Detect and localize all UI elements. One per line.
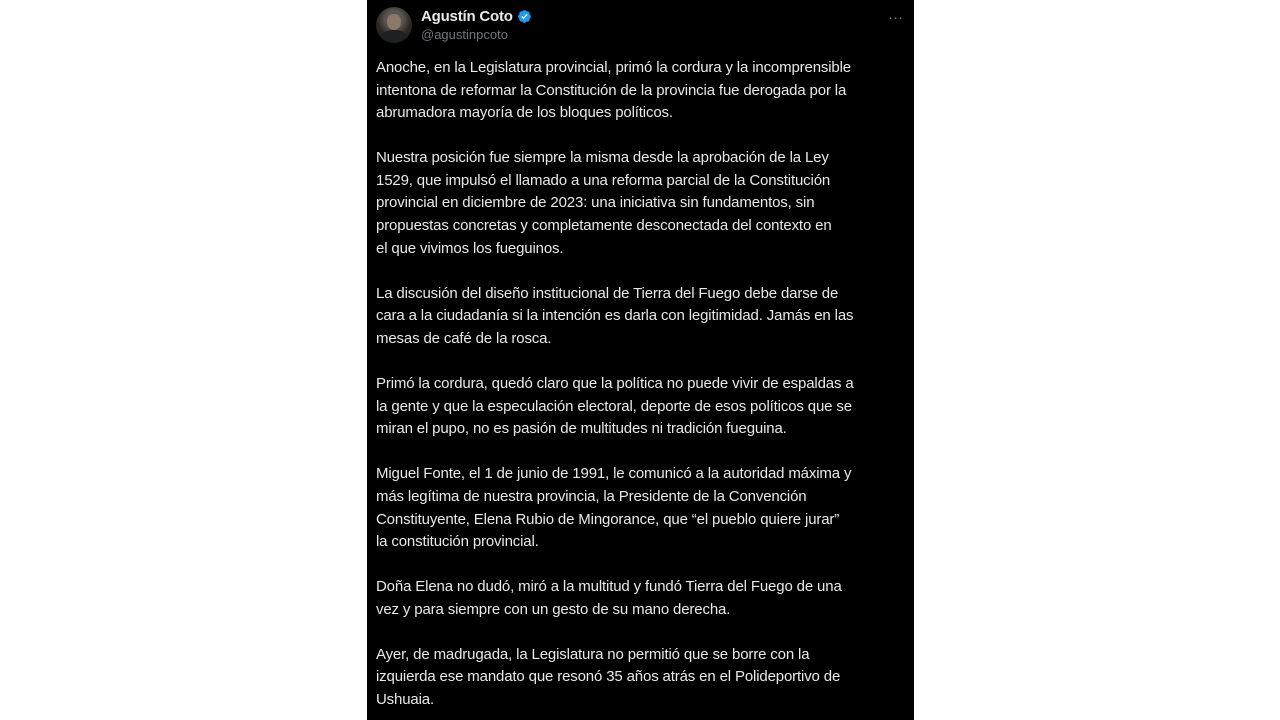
tweet-paragraph-1: Anoche, en la Legislatura provincial, primó la cordura y la incomprensible intentona de reformar la Constitución de la provincia fue derogada por la abrumadora mayoría de los bloques políticos. <box>376 59 851 122</box>
avatar-face <box>387 14 401 30</box>
tweet-paragraph-5: Miguel Fonte, el 1 de junio de 1991, le comunicó a la autoridad máxima y más legítima de nuestra provincia, la Presidente de la Convención Constituyente, Elena Rubio de Mingorance, que “el pueblo quiere jurar” la constitución provincial. <box>376 465 852 551</box>
display-name-row <box>421 7 532 25</box>
more-options-icon[interactable]: … <box>887 6 905 23</box>
tweet-paragraph-6: Doña Elena no dudó, miró a la multitud y fundó Tierra del Fuego de una vez y para siempre con un gesto de su mano derecha. <box>376 578 842 618</box>
author-handle[interactable]: @agustinpcoto <box>421 27 508 42</box>
tweet-paragraph-4: Primó la cordura, quedó claro que la política no puede vivir de espaldas a la gente y que la especulación electoral, deporte de esos políticos que se miran el pupo, no es pasión de multitudes ni tradición fueguina. <box>376 375 854 438</box>
tweet-paragraph-7: Ayer, de madrugada, la Legislatura no permitió que se borre con la izquierda ese mandato que resonó 35 años atrás en el Polideportivo de Ushuaia. <box>376 645 841 709</box>
tweet-card <box>367 0 914 720</box>
tweet-paragraph-3: La discusión del diseño institucional de Tierra del Fuego debe darse de cara a la ciudadanía si la intención es darla con legitimidad. Jamás en las mesas de café de la rosca. <box>376 284 854 347</box>
verified-badge-icon <box>517 9 532 24</box>
avatar[interactable] <box>376 7 412 43</box>
author-display-name[interactable]: Agustín Coto <box>421 7 513 25</box>
avatar-shoulders <box>380 30 408 43</box>
tweet-paragraph-2: Nuestra posición fue siempre la misma desde la aprobación de la Ley 1529, que impulsó el llamado a una reforma parcial de la Constitución provincial en diciembre de 2023: una iniciativa sin fundamentos, sin propuestas concretas y completamente desconectada del contexto en el que vivimos los fueguinos. <box>376 149 832 257</box>
tweet-text <box>376 57 904 720</box>
tweet-header <box>367 0 914 50</box>
